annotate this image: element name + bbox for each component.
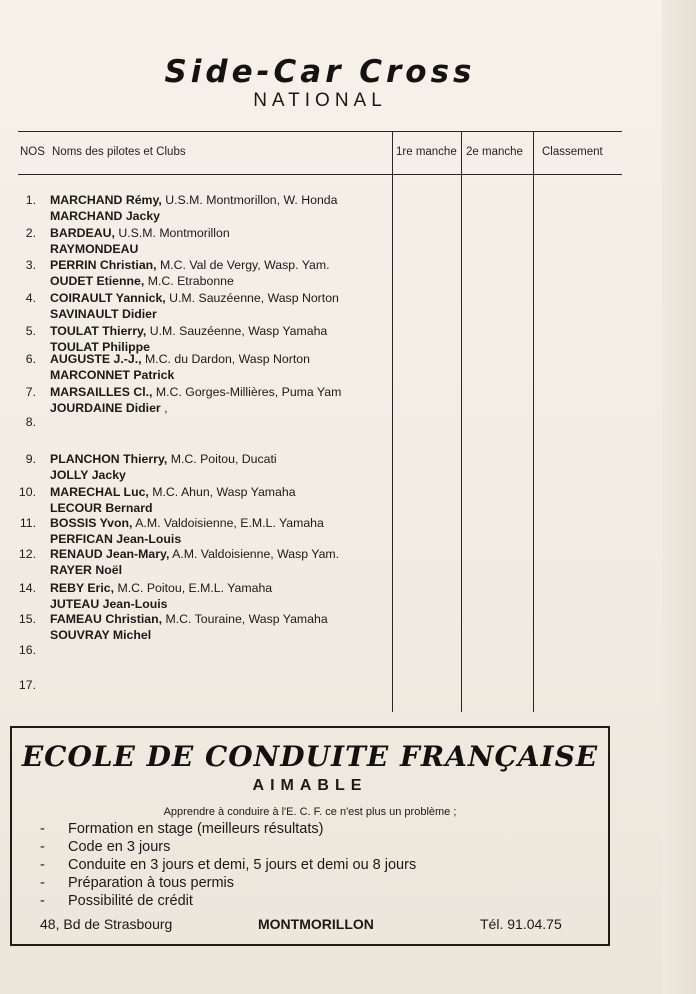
- entry-passenger: [50, 563, 339, 579]
- entry-passenger: [50, 274, 330, 290]
- page-edge: [662, 0, 696, 994]
- entry-name: TOULAT Philippe: [50, 339, 150, 354]
- entry-driver: [50, 226, 230, 242]
- entry-names: [50, 258, 330, 289]
- entry-names: [50, 226, 230, 257]
- entry-number: 5.: [25, 324, 36, 338]
- list-item: - Préparation à tous permis: [40, 875, 235, 891]
- entry-names: [50, 516, 324, 547]
- page-subtitle: NATIONAL: [253, 90, 387, 111]
- entry-names: [50, 612, 328, 643]
- entry-number: 16.: [18, 643, 36, 657]
- entry-name: TOULAT Thierry,: [50, 324, 147, 338]
- column-divider: [392, 132, 393, 712]
- entry-name: MARCONNET Patrick: [50, 367, 175, 382]
- entry-club: A.M. Valdoisienne, Wasp Yam.: [169, 547, 340, 561]
- entry-names: [50, 291, 339, 322]
- entry-name: PERFICAN Jean-Louis: [50, 531, 182, 546]
- entry-driver: [50, 547, 339, 563]
- list-item: - Formation en stage (meilleurs résultats): [40, 821, 324, 837]
- entry-number: 8.: [25, 415, 36, 429]
- entry-name: BARDEAU,: [50, 226, 115, 240]
- entry-names: [50, 324, 327, 355]
- entry-club: M.C. Poitou, E.M.L. Yamaha: [114, 581, 273, 595]
- entry-number: 3.: [25, 258, 36, 272]
- entry-passenger: [50, 501, 296, 517]
- list-item: - Conduite en 3 jours et demi, 5 jours et demi ou 8 jours: [40, 857, 417, 873]
- entry-driver: [50, 581, 272, 597]
- entry-passenger: [50, 532, 324, 548]
- entry-club: M.C. Ahun, Wasp Yamaha: [148, 485, 296, 499]
- column-header-manche-2: 2e manche: [466, 146, 523, 158]
- column-header-nos: NOS: [20, 146, 45, 158]
- page-title: Side-Car Cross: [164, 54, 476, 90]
- entry-name: JUTEAU Jean-Louis: [50, 596, 168, 611]
- entry-driver: [50, 385, 341, 401]
- entry-passenger: [50, 242, 230, 258]
- entry-club: M.C. Etrabonne: [144, 273, 234, 288]
- entry-name: OUDET Etienne,: [50, 273, 145, 288]
- column-divider: [533, 132, 534, 712]
- entry-names: [50, 385, 341, 416]
- entry-club: M.C. Val de Vergy, Wasp. Yam.: [156, 258, 330, 272]
- entry-club: U.M. Sauzéenne, Wasp Norton: [165, 291, 339, 305]
- entry-passenger: [50, 597, 272, 613]
- entry-name: COIRAULT Yannick,: [50, 291, 166, 305]
- entry-club: A.M. Valdoisienne, E.M.L. Yamaha: [132, 516, 324, 530]
- entry-name: JOLLY Jacky: [50, 467, 126, 482]
- entry-names: [50, 352, 310, 383]
- entry-driver: [50, 193, 337, 209]
- entry-name: MARSAILLES Cl.,: [50, 385, 153, 399]
- column-header-classement: Classement: [542, 146, 603, 158]
- ad-subtitle: AIMABLE: [252, 777, 368, 794]
- entry-club: M.C. Poitou, Ducati: [167, 452, 277, 466]
- entry-name: RENAUD Jean-Mary,: [50, 547, 170, 561]
- entry-name: RAYER Noël: [50, 562, 122, 577]
- entry-name: LECOUR Bernard: [50, 500, 153, 515]
- entry-passenger: [50, 468, 277, 484]
- entry-name: PLANCHON Thierry,: [50, 452, 168, 466]
- entry-passenger: [50, 401, 341, 417]
- advertisement-box: [10, 726, 610, 946]
- entry-club: M.C. Gorges-Millières, Puma Yam: [152, 385, 342, 399]
- entry-number: 1.: [25, 193, 36, 207]
- entry-names: [50, 581, 272, 612]
- entry-driver: [50, 516, 324, 532]
- entry-number: 4.: [25, 291, 36, 305]
- ad-title: ECOLE DE CONDUITE FRANÇAISE: [21, 740, 599, 773]
- entry-name: JOURDAINE Didier: [50, 400, 161, 415]
- entry-names: [50, 193, 337, 224]
- entry-club: M.C. Touraine, Wasp Yamaha: [162, 612, 328, 626]
- entry-driver: [50, 352, 310, 368]
- ad-bullet-list: [40, 820, 416, 910]
- entry-name: BOSSIS Yvon,: [50, 516, 133, 530]
- entry-number: 10.: [18, 485, 36, 499]
- entry-club: M.C. du Dardon, Wasp Norton: [141, 352, 310, 366]
- table-top-rule: [18, 131, 622, 132]
- entry-passenger: [50, 628, 328, 644]
- entry-passenger: [50, 368, 310, 384]
- entry-name: SOUVRAY Michel: [50, 627, 152, 642]
- entry-name: REBY Eric,: [50, 581, 115, 595]
- entry-number: 15.: [18, 612, 36, 626]
- entry-club: ,: [160, 400, 168, 415]
- entry-names: [50, 485, 296, 516]
- entry-driver: [50, 452, 277, 468]
- entry-number: 9.: [25, 452, 36, 466]
- entry-number: 7.: [25, 385, 36, 399]
- entry-name: AUGUSTE J.-J.,: [50, 352, 142, 366]
- entry-driver: [50, 258, 330, 274]
- table-header-rule: [18, 174, 622, 175]
- entry-name: MARECHAL Luc,: [50, 485, 149, 499]
- entry-driver: [50, 612, 328, 628]
- entry-number: 14.: [18, 581, 36, 595]
- ad-address: 48, Bd de Strasbourg: [40, 916, 173, 932]
- column-divider: [461, 132, 462, 712]
- ad-phone: Tél. 91.04.75: [480, 916, 562, 932]
- entry-driver: [50, 324, 327, 340]
- entry-number: 12.: [18, 547, 36, 561]
- entry-names: [50, 547, 339, 578]
- column-header-names: Noms des pilotes et Clubs: [52, 146, 186, 158]
- entry-club: U.M. Sauzéenne, Wasp Yamaha: [146, 324, 328, 338]
- entry-names: [50, 452, 277, 483]
- ad-city: MONTMORILLON: [258, 916, 374, 932]
- entry-number: 2.: [25, 226, 36, 240]
- entry-name: SAVINAULT Didier: [50, 306, 157, 321]
- entry-driver: [50, 291, 339, 307]
- entry-name: FAMEAU Christian,: [50, 612, 163, 626]
- ad-tagline: Apprendre à conduire à l'E. C. F. ce n'est plus un problème ;: [163, 806, 457, 818]
- entry-number: 17.: [18, 678, 36, 692]
- entry-club: U.S.M. Montmorillon: [114, 226, 230, 240]
- entry-club: U.S.M. Montmorillon, W. Honda: [161, 193, 338, 207]
- column-header-manche-1: 1re manche: [396, 146, 457, 158]
- entry-name: MARCHAND Rémy,: [50, 193, 162, 207]
- entry-number: 11.: [19, 516, 36, 530]
- entry-passenger: [50, 307, 339, 323]
- list-item: - Possibilité de crédit: [40, 893, 193, 909]
- entry-number: 6.: [25, 352, 36, 366]
- entry-name: RAYMONDEAU: [50, 241, 139, 256]
- entry-passenger: [50, 209, 337, 225]
- entry-name: PERRIN Christian,: [50, 258, 157, 272]
- list-item: - Code en 3 jours: [40, 839, 171, 855]
- entry-name: MARCHAND Jacky: [50, 208, 161, 223]
- entry-driver: [50, 485, 296, 501]
